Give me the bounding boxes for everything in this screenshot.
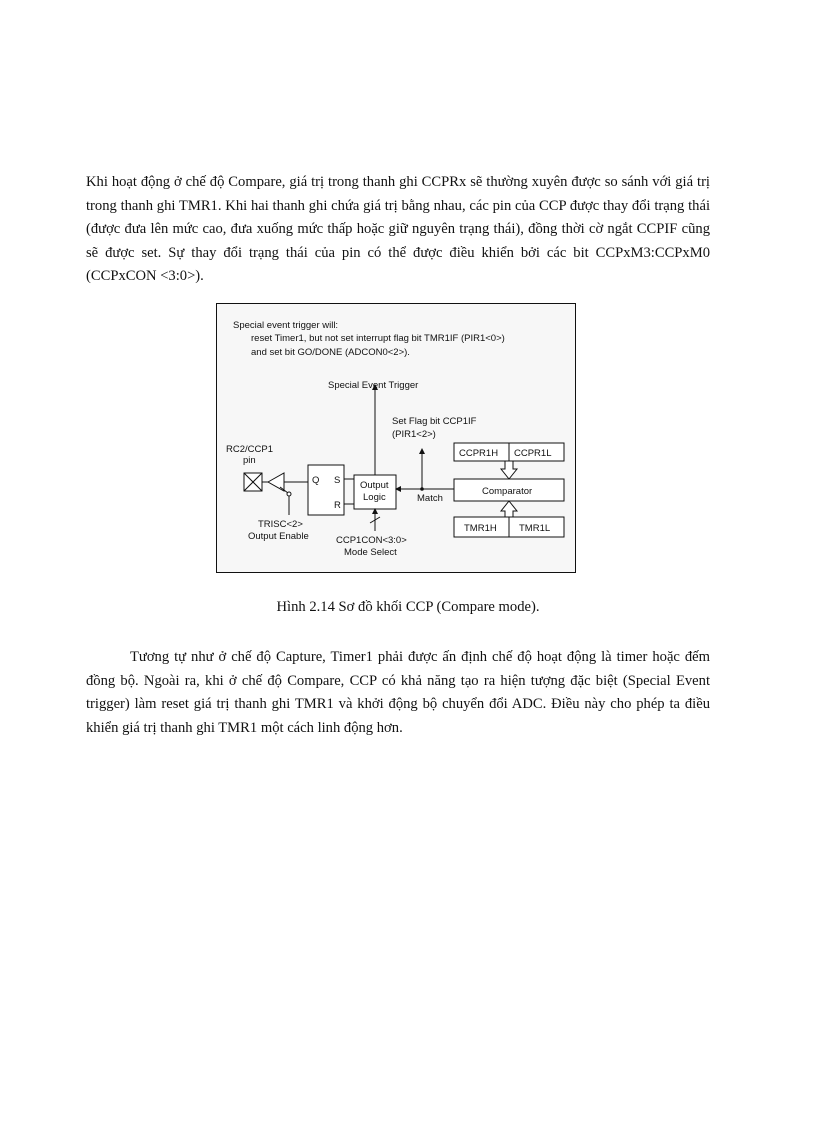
output-logic-label-1: Output xyxy=(360,480,389,491)
note-line-1: Special event trigger will: xyxy=(233,320,339,331)
special-event-trigger-label: Special Event Trigger xyxy=(328,380,419,391)
paragraph-timer1-note: Tương tự như ở chế độ Capture, Timer1 phải được ấn định chế độ hoạt động là timer hoặc đếm đồng bộ. Ngoài ra, khi ở chế độ Compare, CCP có khả năng tạo ra hiện tượng đặc biệt (Special Event trigger) làm reset giá trị thanh ghi TMR1 và khởi động bộ chuyển đổi ADC. Điều này cho phép ta điều khiển giá trị thanh ghi TMR1 một cách linh động hơn. xyxy=(86,649,710,736)
latch-r-label: R xyxy=(334,500,341,511)
pin-icon xyxy=(244,473,262,491)
comparator-label: Comparator xyxy=(482,486,533,497)
note-line-3: and set bit GO/DONE (ADCON0<2>). xyxy=(251,347,410,358)
ccpr1h-label: CCPR1H xyxy=(459,448,499,459)
pin-label: RC2/CCP1 xyxy=(226,444,273,455)
ccp1con-label: CCP1CON<3:0> xyxy=(336,535,407,546)
output-enable-label: Output Enable xyxy=(248,531,309,542)
set-flag-register-label: (PIR1<2>) xyxy=(392,429,436,440)
output-logic-label-2: Logic xyxy=(363,492,386,503)
latch-q-label: Q xyxy=(312,475,320,486)
tmr1l-label: TMR1L xyxy=(519,523,551,534)
figure-caption: Hình 2.14 Sơ đồ khối CCP (Compare mode). xyxy=(276,599,540,615)
pin-sublabel: pin xyxy=(243,455,256,466)
paragraph-compare-mode: Khi hoạt động ở chế độ Compare, giá trị trong thanh ghi CCPRx sẽ thường xuyên được so sánh với giá trị trong thanh ghi TMR1. Khi hai thanh ghi chứa giá trị bằng nhau, các pin của CCP được thay đổi trạng thái (được đưa lên mức cao, đưa xuống mức thấp hoặc giữ nguyên trạng thái), đồng thời cờ ngắt CCPIF cũng sẽ được set. Sự thay đổi trạng thái của pin có thể được điều khiển bởi các bit CCPxM3:CCPxM0 (CCPxCON <3:0>). xyxy=(86,174,710,284)
latch-s-label: S xyxy=(334,475,341,486)
mode-select-label: Mode Select xyxy=(344,547,397,558)
set-flag-label: Set Flag bit CCP1IF xyxy=(392,416,477,427)
tmr1h-label: TMR1H xyxy=(464,523,497,534)
ccp-compare-block-diagram xyxy=(216,303,576,573)
match-label: Match xyxy=(417,493,443,504)
ccpr1l-label: CCPR1L xyxy=(514,448,552,459)
trisc-label: TRISC<2> xyxy=(258,519,303,530)
note-line-2: reset Timer1, but not set interrupt flag bit TMR1IF (PIR1<0>) xyxy=(251,333,505,344)
